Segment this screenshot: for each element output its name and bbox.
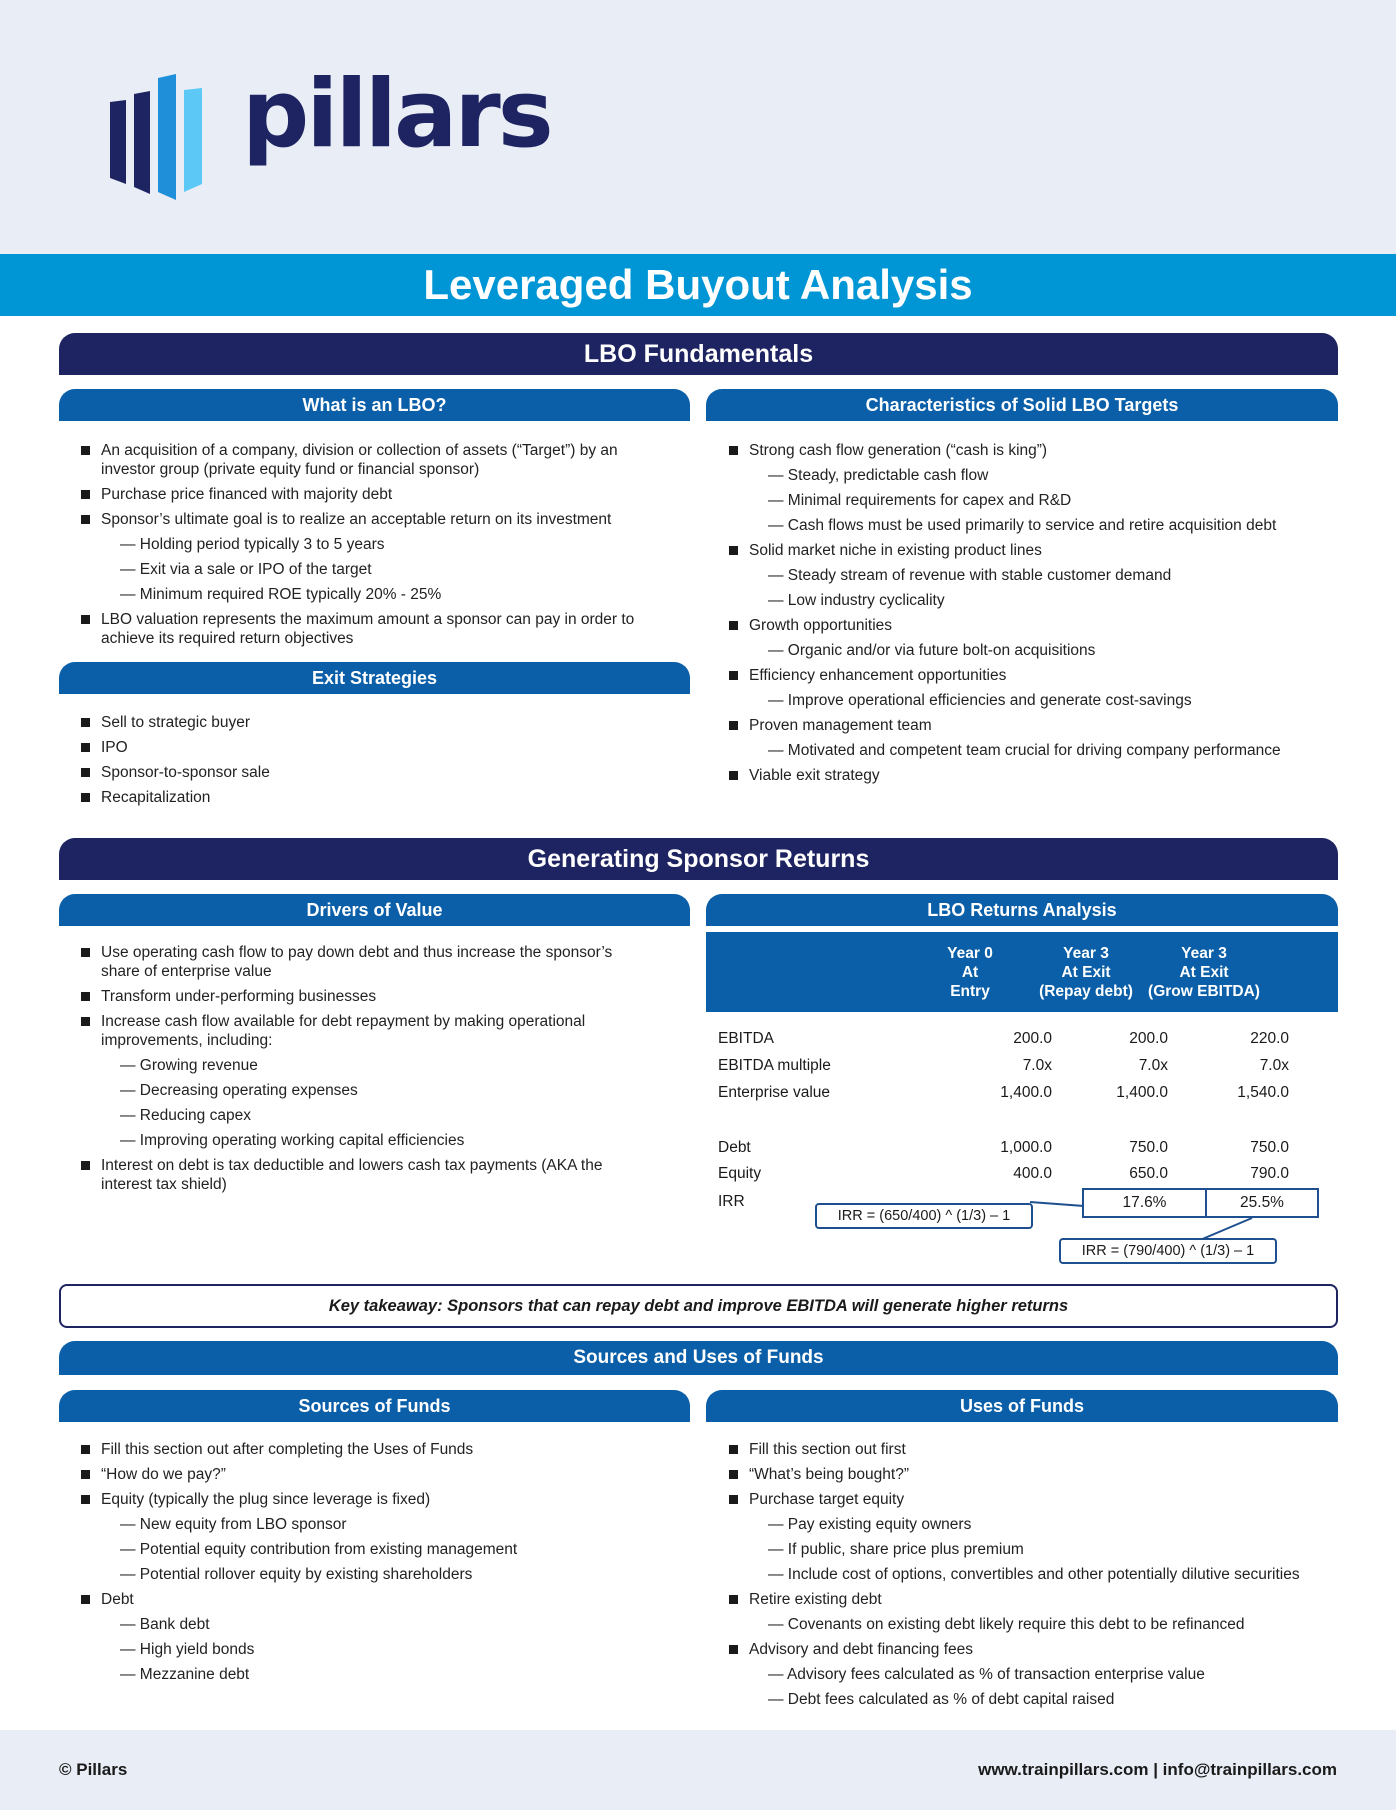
bullet-item: Efficiency enhancement opportunities bbox=[727, 666, 1327, 685]
bullet-item: Proven management team bbox=[727, 716, 1327, 735]
bullet-item: Sponsor-to-sponsor sale bbox=[79, 763, 639, 782]
bullet-item: Purchase price financed with majority debt bbox=[79, 485, 639, 504]
sub-item: — Reducing capex bbox=[120, 1107, 251, 1124]
what-is-lbo-header: What is an LBO? bbox=[59, 389, 690, 421]
sub-item: — High yield bonds bbox=[120, 1641, 255, 1658]
sub-item: — Minimum required ROE typically 20% - 25% bbox=[120, 586, 442, 603]
characteristics-header: Characteristics of Solid LBO Targets bbox=[706, 389, 1338, 421]
table-cell: 650.0 bbox=[1129, 1165, 1168, 1182]
table-cell: 1,540.0 bbox=[1237, 1084, 1289, 1101]
drivers-header: Drivers of Value bbox=[59, 894, 690, 926]
bullet-item: Recapitalization bbox=[79, 788, 639, 807]
sub-item: — Bank debt bbox=[120, 1616, 210, 1633]
irr-grow-ebitda: 25.5% bbox=[1205, 1188, 1319, 1218]
table-cell: 7.0x bbox=[1259, 1057, 1289, 1074]
bullet-item: Solid market niche in existing product lines bbox=[727, 541, 1327, 560]
table-cell: 750.0 bbox=[1129, 1139, 1168, 1156]
table-cell: 1,400.0 bbox=[1116, 1084, 1168, 1101]
sub-item: — Advisory fees calculated as % of transaction enterprise value bbox=[768, 1666, 1205, 1683]
logo-wordmark: pillars bbox=[242, 60, 551, 169]
row-label: IRR bbox=[718, 1193, 745, 1210]
bullet-item: Transform under-performing businesses bbox=[79, 987, 619, 1006]
bullet-item: Sponsor’s ultimate goal is to realize an acceptable return on its investment bbox=[79, 510, 639, 529]
contact-info: www.trainpillars.com | info@trainpillars.com bbox=[978, 1760, 1337, 1779]
sub-item: — Pay existing equity owners bbox=[768, 1516, 972, 1533]
section-sources-uses: Sources and Uses of Funds bbox=[59, 1341, 1338, 1375]
row-label: Equity bbox=[718, 1165, 762, 1182]
bullet-item: Growth opportunities bbox=[727, 616, 1327, 635]
table-cell: 790.0 bbox=[1250, 1165, 1289, 1182]
bullet-item: Debt bbox=[79, 1590, 659, 1609]
sub-item: — Growing revenue bbox=[120, 1057, 258, 1074]
bullet-item: Interest on debt is tax deductible and lowers cash tax payments (AKA the interest tax shield) bbox=[79, 1156, 619, 1194]
bullet-item: Strong cash flow generation (“cash is king”) bbox=[727, 441, 1327, 460]
copyright: © Pillars bbox=[59, 1760, 128, 1779]
sub-item: — Steady stream of revenue with stable customer demand bbox=[768, 567, 1172, 584]
sub-item: — Potential equity contribution from existing management bbox=[120, 1541, 518, 1558]
row-label: Debt bbox=[718, 1139, 751, 1156]
table-cell: 7.0x bbox=[1022, 1057, 1052, 1074]
bullet-item: An acquisition of a company, division or collection of assets (“Target”) by an investor group (private equity fund or financial sponsor) bbox=[79, 441, 639, 479]
bullet-item: Fill this section out after completing the Uses of Funds bbox=[79, 1440, 659, 1459]
column-header: Year 3 At Exit (Repay debt) bbox=[1039, 945, 1133, 1000]
sub-item: — If public, share price plus premium bbox=[768, 1541, 1024, 1558]
uses-header: Uses of Funds bbox=[706, 1390, 1338, 1422]
footer bbox=[0, 1730, 1396, 1810]
key-takeaway: Key takeaway: Sponsors that can repay debt and improve EBITDA will generate higher returns bbox=[59, 1284, 1338, 1328]
table-cell: 7.0x bbox=[1138, 1057, 1168, 1074]
sub-item: — Covenants on existing debt likely require this debt to be refinanced bbox=[768, 1616, 1245, 1633]
table-cell: 200.0 bbox=[1129, 1030, 1168, 1047]
row-label: Enterprise value bbox=[718, 1084, 831, 1101]
bullet-item: Equity (typically the plug since leverage is fixed) bbox=[79, 1490, 659, 1509]
sub-item: — Holding period typically 3 to 5 years bbox=[120, 536, 385, 553]
bullet-item: Fill this section out first bbox=[727, 1440, 1327, 1459]
sub-item: — Decreasing operating expenses bbox=[120, 1082, 358, 1099]
table-cell: 200.0 bbox=[1013, 1030, 1052, 1047]
sub-item: — Minimal requirements for capex and R&D bbox=[768, 492, 1072, 509]
column-header: Year 3 At Exit (Grow EBITDA) bbox=[1148, 945, 1260, 1000]
returns-analysis-header: LBO Returns Analysis bbox=[706, 894, 1338, 926]
sources-header: Sources of Funds bbox=[59, 1390, 690, 1422]
uses-list bbox=[727, 1440, 1327, 1709]
sub-item: — Debt fees calculated as % of debt capital raised bbox=[768, 1691, 1115, 1708]
row-label: EBITDA bbox=[718, 1030, 774, 1047]
sub-item: — Mezzanine debt bbox=[120, 1666, 250, 1683]
sub-item: — New equity from LBO sponsor bbox=[120, 1516, 347, 1533]
table-cell: 220.0 bbox=[1250, 1030, 1289, 1047]
column-header: Year 0 At Entry bbox=[947, 945, 993, 1000]
row-label: EBITDA multiple bbox=[718, 1057, 831, 1074]
bullet-item: Viable exit strategy bbox=[727, 766, 1327, 785]
bullet-item: “What’s being bought?” bbox=[727, 1465, 1327, 1484]
sub-item: — Organic and/or via future bolt-on acquisitions bbox=[768, 642, 1096, 659]
section-returns: Generating Sponsor Returns bbox=[59, 838, 1338, 880]
irr-callout-repay: IRR = (650/400) ^ (1/3) – 1 bbox=[815, 1203, 1033, 1229]
sub-item: — Improve operational efficiencies and generate cost-savings bbox=[768, 692, 1192, 709]
irr-callout-grow: IRR = (790/400) ^ (1/3) – 1 bbox=[1059, 1238, 1277, 1264]
bullet-item: Purchase target equity bbox=[727, 1490, 1327, 1509]
sub-item: — Motivated and competent team crucial for driving company performance bbox=[768, 742, 1281, 759]
bullet-item: Advisory and debt financing fees bbox=[727, 1640, 1327, 1659]
bullet-item: Use operating cash flow to pay down debt and thus increase the sponsor’s share of enterprise value bbox=[79, 943, 619, 981]
bullet-item: “How do we pay?” bbox=[79, 1465, 659, 1484]
bullet-item: LBO valuation represents the maximum amount a sponsor can pay in order to achieve its required return objectives bbox=[79, 610, 639, 648]
sub-item: — Cash flows must be used primarily to service and retire acquisition debt bbox=[768, 517, 1277, 534]
sub-item: — Improving operating working capital efficiencies bbox=[120, 1132, 465, 1149]
table-cell: 1,400.0 bbox=[1000, 1084, 1052, 1101]
table-cell: 1,000.0 bbox=[1000, 1139, 1052, 1156]
irr-repay-debt: 17.6% bbox=[1082, 1188, 1207, 1218]
table-cell: 750.0 bbox=[1250, 1139, 1289, 1156]
page-title: Leveraged Buyout Analysis bbox=[423, 261, 973, 308]
bullet-item: Retire existing debt bbox=[727, 1590, 1327, 1609]
sub-item: — Low industry cyclicality bbox=[768, 592, 945, 609]
table-cell: 400.0 bbox=[1013, 1165, 1052, 1182]
sub-item: — Include cost of options, convertibles and other potentially dilutive securities bbox=[768, 1566, 1300, 1583]
sources-list bbox=[79, 1440, 659, 1684]
sub-item: — Exit via a sale or IPO of the target bbox=[120, 561, 372, 578]
bullet-item: Sell to strategic buyer bbox=[79, 713, 639, 732]
section-fundamentals: LBO Fundamentals bbox=[59, 333, 1338, 375]
bullet-item: IPO bbox=[79, 738, 639, 757]
exit-strategies-header: Exit Strategies bbox=[59, 662, 690, 694]
sub-item: — Potential rollover equity by existing shareholders bbox=[120, 1566, 473, 1583]
sub-item: — Steady, predictable cash flow bbox=[768, 467, 989, 484]
bullet-item: Increase cash flow available for debt repayment by making operational improvements, including: bbox=[79, 1012, 619, 1050]
